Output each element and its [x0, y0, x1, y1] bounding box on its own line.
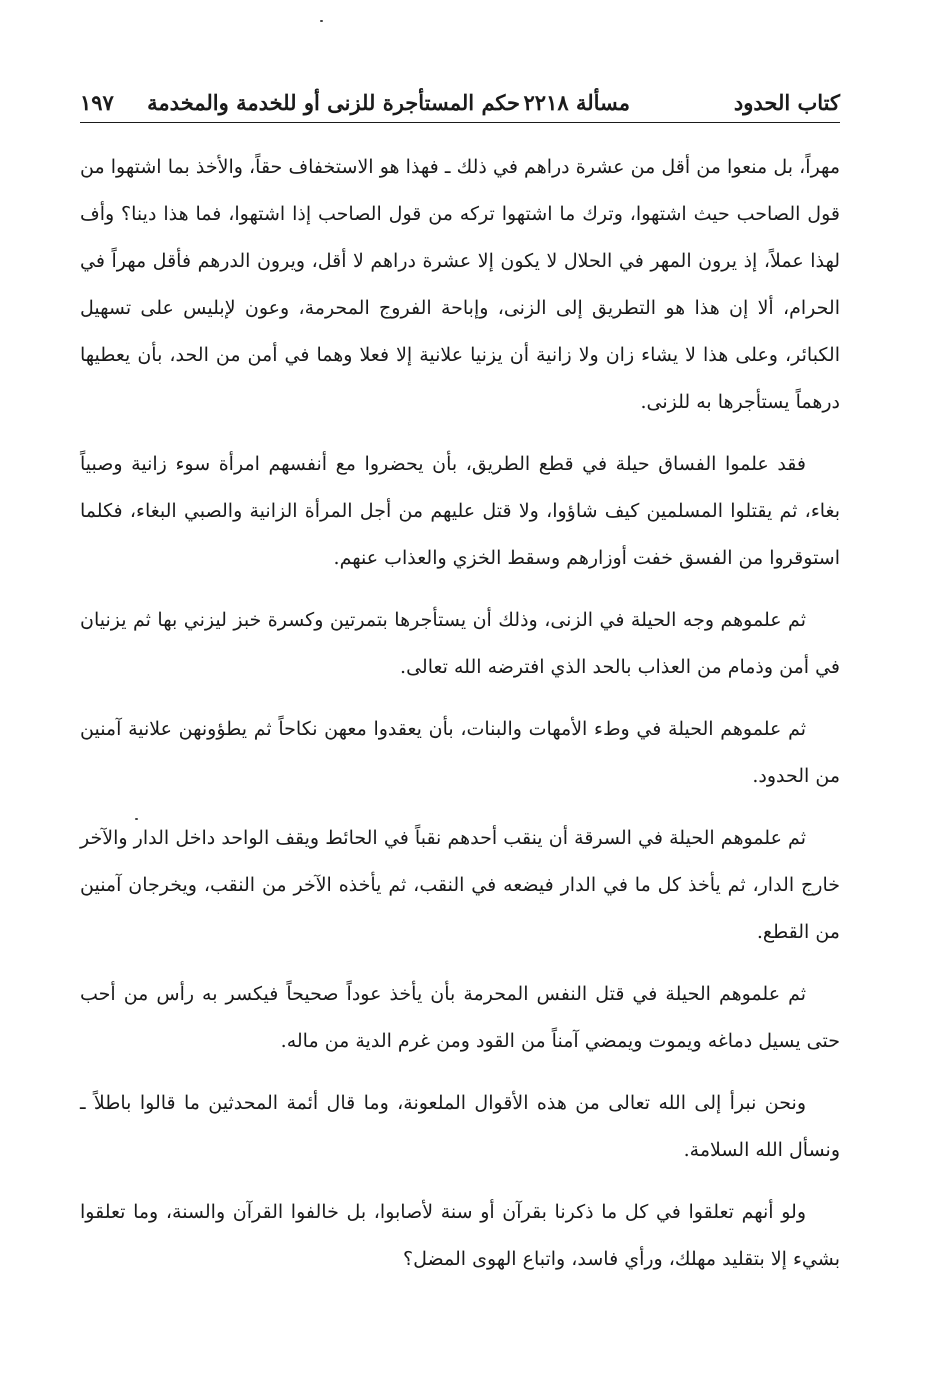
paragraph-2: فقد علموا الفساق حيلة في قطع الطريق، بأن يحضروا مع أنفسهم امرأة سوء زانية وصبياً بغاء، ثم يقتلوا المسلمين كيف شاؤوا، ولا قتل عليهم من أجل المرأة الزانية والصبي البغاء، فكلما استوقروا من الفسق خفت أوزارهم وسقط الخزي والعذاب عنهم.	[80, 453, 840, 569]
paragraph-5: ثم علموهم الحيلة في السرقة أن ينقب أحدهم نقباً في الحائط ويقف الواحد داخل الدار والآخر خارج الدار، ثم يأخذ كل ما في الدار فيضعه في النقب، ثم يأخذه الآخر من النقب، ويخرجان آمنين من القطع.	[80, 827, 840, 943]
paragraph-6: ثم علموهم الحيلة في قتل النفس المحرمة بأن يأخذ عوداً صحيحاً فيكسر به رأس من أحب حتى يسيل دماغه ويموت ويمضي آمناً من القود ومن غرم الدية من ماله.	[80, 983, 840, 1052]
paragraph-7: ونحن نبرأ إلى الله تعالى من هذه الأقوال الملعونة، وما قال أئمة المحدثين ما قالوا باطلاً ـ ونسأل الله السلامة.	[80, 1092, 840, 1161]
paragraph-3: ثم علموهم وجه الحيلة في الزنى، وذلك أن يستأجرها بتمرتين وكسرة خبز ليزني بها ثم يزنيان في أمن وذمام من العذاب بالحد الذي افترضه الله تعالى.	[80, 609, 840, 678]
header-issue-title: حكم المستأجرة للزنى أو للخدمة والمخدمة	[147, 90, 520, 115]
page-number: ١٩٧	[80, 90, 114, 115]
paragraph-4: ثم علموهم الحيلة في وطء الأمهات والبنات، بأن يعقدوا معهن نكاحاً ثم يطؤونهن علانية آمنين من الحدود.	[80, 718, 840, 787]
paragraph-1: مهراً، بل منعوا من أقل من عشرة دراهم في ذلك ـ فهذا هو الاستخفاف حقاً، والأخذ بما اشتهوا من قول الصاحب حيث اشتهوا، وترك ما اشتهوا تركه من قول الصاحب إذا اشتهوا، فما هذا دينا؟ وأف لهذا عملاً، إذ يرون المهر في الحلال لا يكون إلا عشرة دراهم لا أقل، ويرون الدرهم فأقل مهراً في الحرام، ألا إن هذا هو التطريق إلى الزنى، وإباحة الفروج المحرمة، وعون لإبليس على تسهيل الكبائر، وعلى هذا لا يشاء زان ولا زانية أن يزنيا علانية إلا فعلا وهما في أمن من الحد، بأن يعطيها درهماً يستأجرها به للزنى.	[80, 156, 840, 413]
body-text	[80, 144, 840, 1298]
header-issue-number: مسألة ٢٢١٨	[523, 90, 630, 115]
header-book-title: كتاب الحدود	[733, 90, 840, 115]
running-header	[80, 88, 840, 123]
scan-speck	[320, 20, 323, 22]
paragraph-8: ولو أنهم تعلقوا في كل ما ذكرنا بقرآن أو سنة لأصابوا، بل خالفوا القرآن والسنة، وما تعلقوا بشيء إلا بتقليد مهلك، ورأي فاسد، واتباع الهوى المضل؟	[80, 1201, 840, 1270]
